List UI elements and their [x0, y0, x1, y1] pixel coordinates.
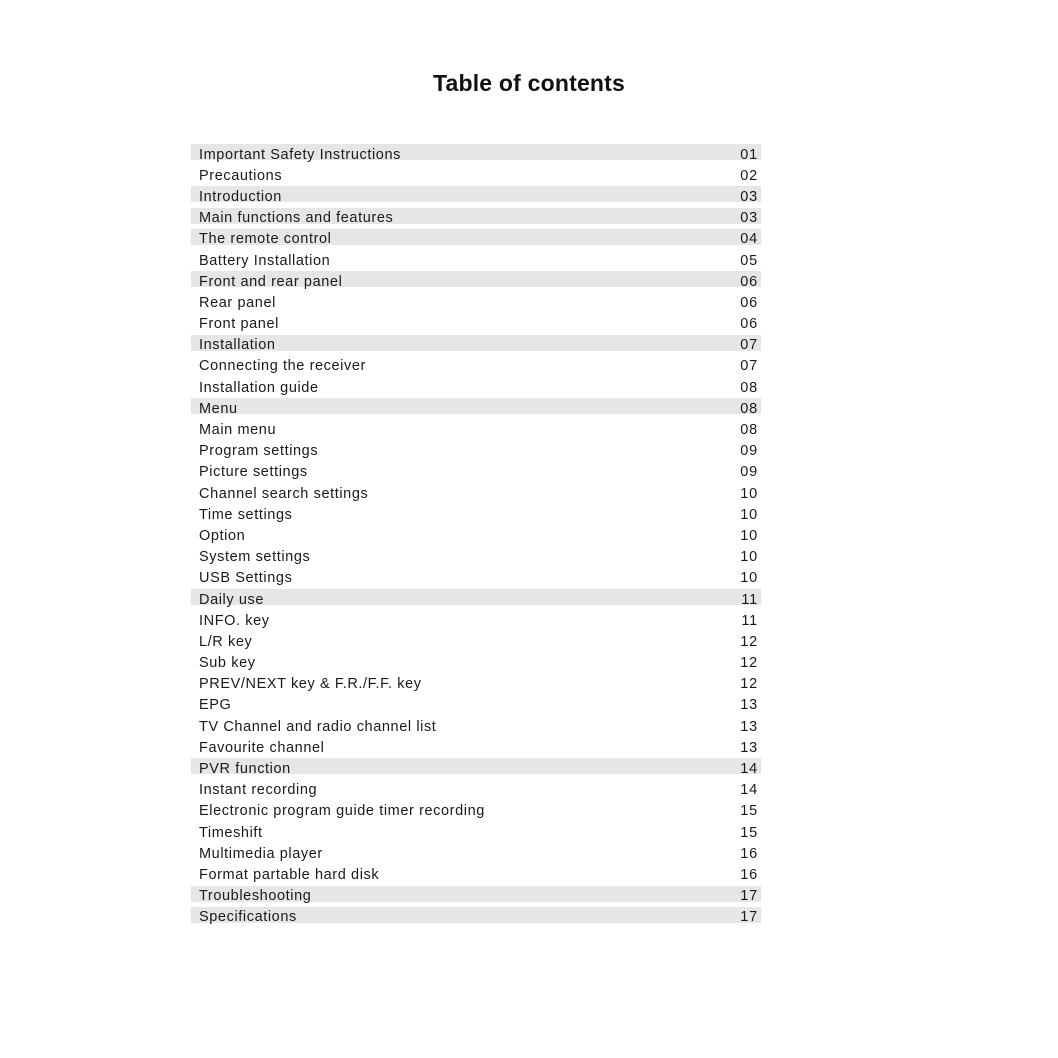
- toc-subsection-row: [191, 631, 761, 652]
- toc-subsection-row: [191, 525, 761, 546]
- toc-entry-page-number: 08: [740, 379, 758, 396]
- toc-entry-page-number: 06: [740, 294, 758, 311]
- toc-entry-page-number: 13: [740, 739, 758, 756]
- toc-entry-label: Channel search settings: [199, 485, 369, 502]
- toc-entry-label: Battery Installation: [199, 252, 331, 269]
- toc-entry-label: Installation guide: [199, 379, 319, 396]
- toc-section-row: [191, 271, 761, 292]
- toc-section-row: [191, 144, 761, 165]
- toc-entry-label: Precautions: [199, 167, 283, 184]
- toc-subsection-row: [191, 314, 761, 335]
- toc-section-row: [191, 907, 761, 928]
- toc-entry-label: Installation: [199, 337, 276, 354]
- toc-entry-label: EPG: [199, 697, 232, 714]
- toc-subsection-row: [191, 780, 761, 801]
- toc-subsection-row: [191, 462, 761, 483]
- toc-entry-label: Option: [199, 527, 246, 544]
- toc-section-row: [191, 208, 761, 229]
- toc-entry-label: TV Channel and radio channel list: [199, 718, 437, 735]
- toc-entry-page-number: 14: [740, 782, 758, 799]
- toc-entry-page-number: 17: [740, 909, 758, 926]
- toc-entry-page-number: 09: [740, 464, 758, 481]
- toc-subsection-row: [191, 292, 761, 313]
- toc-subsection-row: [191, 864, 761, 885]
- toc-entry-page-number: 17: [740, 888, 758, 905]
- toc-subsection-row: [191, 610, 761, 631]
- toc-entry-page-number: 04: [740, 231, 758, 248]
- toc-entry-label: Favourite channel: [199, 739, 325, 756]
- toc-entry-label: PREV/NEXT key & F.R./F.F. key: [199, 676, 422, 693]
- toc-entry-label: Specifications: [199, 909, 297, 926]
- toc-entry-page-number: 15: [740, 803, 758, 820]
- toc-entry-page-number: 12: [740, 633, 758, 650]
- toc-entry-label: Time settings: [199, 506, 293, 523]
- toc-entry-page-number: 16: [740, 845, 758, 862]
- toc-subsection-row: [191, 356, 761, 377]
- toc-entry-page-number: 10: [740, 570, 758, 587]
- toc-entry-label: Picture settings: [199, 464, 308, 481]
- toc-entry-page-number: 16: [740, 866, 758, 883]
- toc-subsection-row: [191, 504, 761, 525]
- toc-subsection-row: [191, 843, 761, 864]
- toc-entry-page-number: 02: [740, 167, 758, 184]
- toc-entry-label: Instant recording: [199, 782, 318, 799]
- toc-entry-label: Daily use: [199, 591, 265, 608]
- page-title: Table of contents: [432, 70, 626, 96]
- toc-subsection-row: [191, 695, 761, 716]
- toc-entry-page-number: 09: [740, 443, 758, 460]
- toc-entry-label: Front and rear panel: [199, 273, 343, 290]
- toc-section-row: [191, 229, 761, 250]
- toc-entry-label: Multimedia player: [199, 845, 323, 862]
- toc-section-row: [191, 589, 761, 610]
- toc-subsection-row: [191, 547, 761, 568]
- toc-subsection-row: [191, 653, 761, 674]
- toc-entry-page-number: 12: [740, 676, 758, 693]
- toc-entry-label: Menu: [199, 400, 238, 417]
- toc-section-row: [191, 335, 761, 356]
- toc-entry-page-number: 06: [740, 273, 758, 290]
- toc-entry-page-number: 14: [740, 761, 758, 778]
- toc-entry-page-number: 15: [740, 824, 758, 841]
- toc-entry-label: Electronic program guide timer recording: [199, 803, 485, 820]
- toc-entry-page-number: 11: [741, 612, 758, 629]
- toc-entry-page-number: 08: [740, 422, 758, 439]
- toc-entry-page-number: 01: [740, 146, 758, 163]
- toc-entry-page-number: 05: [740, 252, 758, 269]
- toc-entry-page-number: 03: [740, 210, 758, 227]
- toc-entry-page-number: 13: [740, 718, 758, 735]
- toc-subsection-row: [191, 377, 761, 398]
- toc-subsection-row: [191, 441, 761, 462]
- toc-entry-page-number: 12: [740, 655, 758, 672]
- toc-entry-label: Timeshift: [199, 824, 263, 841]
- toc-entry-page-number: 11: [741, 591, 758, 608]
- toc-subsection-row: [191, 483, 761, 504]
- toc-entry-label: Rear panel: [199, 294, 276, 311]
- toc-entry-label: Main functions and features: [199, 210, 394, 227]
- toc-entry-label: System settings: [199, 549, 311, 566]
- toc-entry-label: Front panel: [199, 316, 279, 333]
- toc-subsection-row: [191, 250, 761, 271]
- toc-subsection-row: [191, 419, 761, 440]
- toc-section-row: [191, 886, 761, 907]
- toc-entry-label: PVR function: [199, 761, 291, 778]
- toc-entry-page-number: 10: [740, 485, 758, 502]
- toc-entry-page-number: 10: [740, 506, 758, 523]
- toc-entry-label: Format partable hard disk: [199, 866, 380, 883]
- toc-entry-label: USB Settings: [199, 570, 293, 587]
- toc-entry-label: The remote control: [199, 231, 332, 248]
- toc-entry-label: Main menu: [199, 422, 277, 439]
- toc-entry-page-number: 10: [740, 549, 758, 566]
- toc-entry-page-number: 06: [740, 316, 758, 333]
- toc-section-row: [191, 186, 761, 207]
- toc-entry-label: L/R key: [199, 633, 253, 650]
- toc-entry-page-number: 08: [740, 400, 758, 417]
- toc-subsection-row: [191, 165, 761, 186]
- toc-subsection-row: [191, 674, 761, 695]
- toc-entry-label: Troubleshooting: [199, 888, 312, 905]
- toc-entry-label: INFO. key: [199, 612, 270, 629]
- toc-subsection-row: [191, 737, 761, 758]
- toc-subsection-row: [191, 822, 761, 843]
- toc-entry-label: Connecting the receiver: [199, 358, 366, 375]
- toc-entry-page-number: 03: [740, 188, 758, 205]
- toc-subsection-row: [191, 801, 761, 822]
- toc-section-row: [191, 758, 761, 779]
- toc-entry-page-number: 10: [740, 527, 758, 544]
- toc-entry-page-number: 13: [740, 697, 758, 714]
- toc-section-row: [191, 398, 761, 419]
- table-of-contents: [191, 144, 761, 928]
- toc-entry-label: Program settings: [199, 443, 319, 460]
- toc-entry-label: Introduction: [199, 188, 282, 205]
- toc-subsection-row: [191, 568, 761, 589]
- toc-entry-page-number: 07: [740, 337, 758, 354]
- toc-entry-page-number: 07: [740, 358, 758, 375]
- toc-entry-label: Sub key: [199, 655, 256, 672]
- toc-subsection-row: [191, 716, 761, 737]
- toc-entry-label: Important Safety Instructions: [199, 146, 401, 163]
